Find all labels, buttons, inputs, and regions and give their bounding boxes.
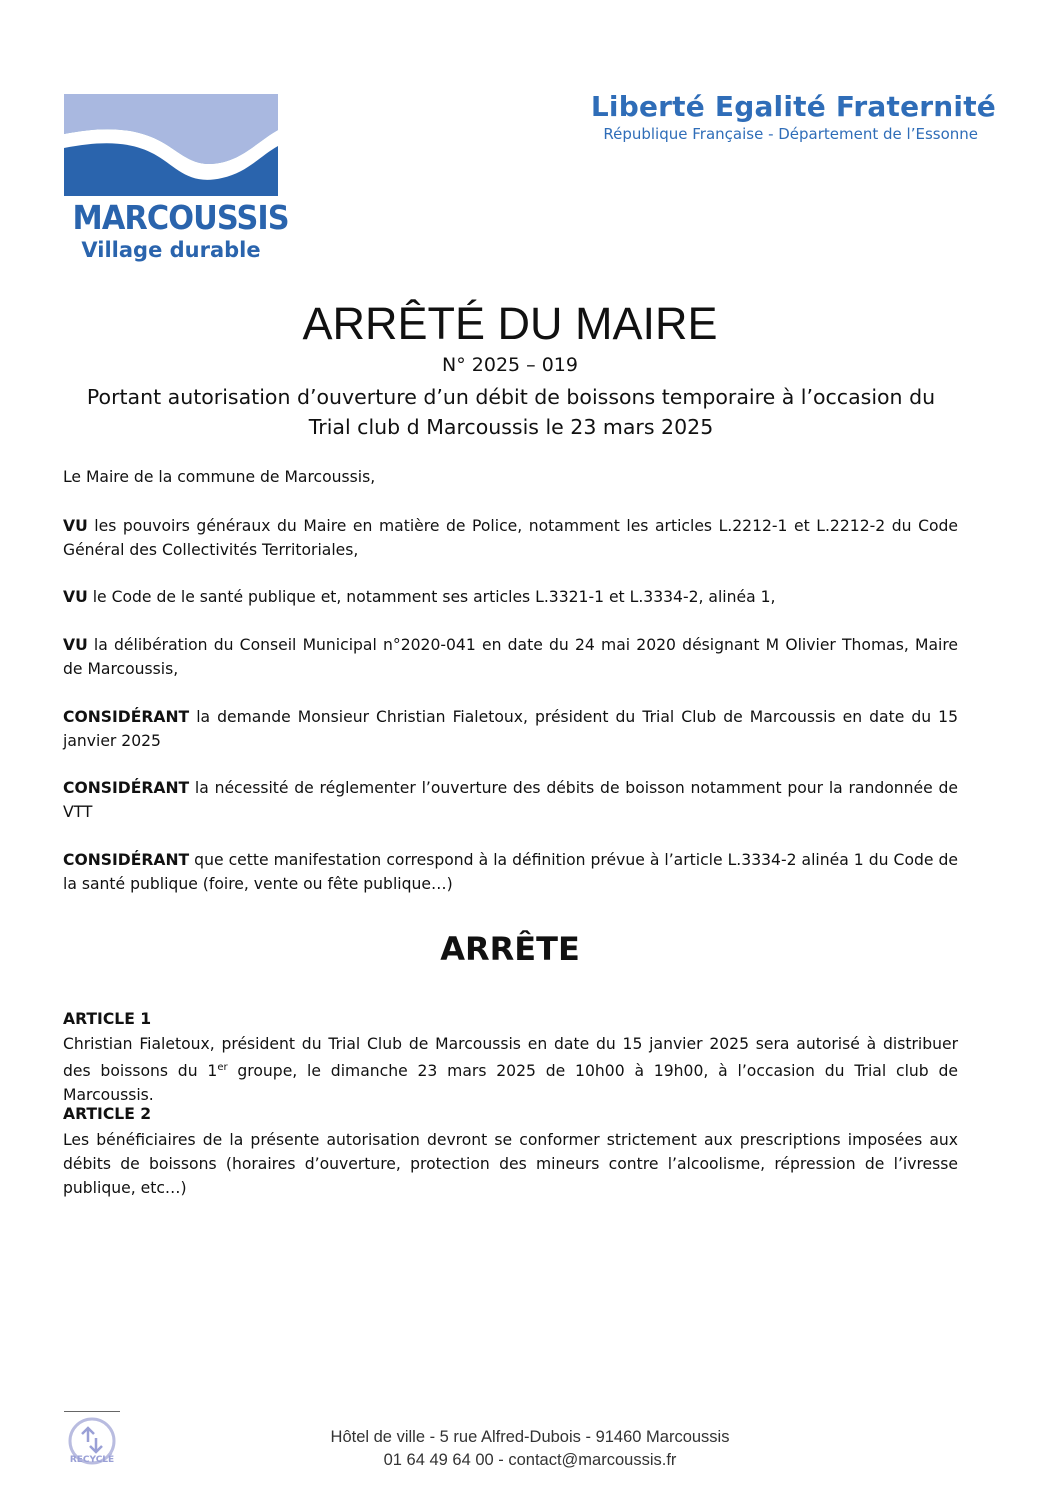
logo-name: MARCOUSSIS (72, 198, 289, 237)
consideration-lead: VU (63, 588, 88, 606)
consideration-text: la nécessité de réglementer l’ouverture des débits de boisson notamment pour la randonnée de VTT (63, 779, 958, 821)
article-text: Les bénéficiaires de la présente autorisation devront se conformer strictement aux prescriptions imposées aux débits de boissons (horaires d’ouverture, protection des mineurs contre l’alcoolisme, répression de l’ivresse publique, etc…) (63, 1131, 958, 1197)
ordinal-superscript: er (217, 1062, 228, 1073)
consideration-text: que cette manifestation correspond à la définition prévue à l’article L.3334-2 alinéa 1 du Code de la santé publique (foire, vente ou fête publique…) (63, 851, 958, 893)
recycled-paper-icon (64, 1416, 120, 1466)
article-text-part: groupe, le dimanche 23 mars 2025 de 10h00 à 19h00, à l’occasion du Trial club de Marcoussis. (63, 1062, 958, 1105)
motto-text: Liberté Egalité Fraternité (590, 90, 996, 123)
consideration-text: les pouvoirs généraux du Maire en matière de Police, notamment les articles L.2212-1 et L.2212-2 du Code Général des Collectivités Territoriales, (63, 517, 958, 559)
motto-subtitle: République Française - Département de l’Essonne (603, 125, 978, 143)
footer-contact: 01 64 49 64 00 - contact@marcoussis.fr (383, 1451, 677, 1469)
consideration-text: le Code de le santé publique et, notamment ses articles L.3321-1 et L.3334-2, alinéa 1, (87, 588, 776, 606)
decree-subject: Portant autorisation d’ouverture d’un débit de boissons temporaire à l’occasion du Trial club d Marcoussis le 23 mars 2025 (86, 385, 936, 439)
article-title: ARTICLE 1 (63, 1010, 152, 1028)
consideration-item (63, 848, 958, 896)
consideration-item (63, 776, 958, 824)
page-title: ARRÊTÉ DU MAIRE (302, 298, 718, 349)
consideration-text: la délibération du Conseil Municipal n°2020-041 en date du 24 mai 2020 désignant M Olivier Thomas, Maire de Marcoussis, (63, 636, 958, 678)
consideration-lead: VU (63, 636, 88, 654)
consideration-lead: CONSIDÉRANT (63, 779, 190, 797)
marcoussis-logo (64, 94, 289, 269)
consideration-lead: CONSIDÉRANT (63, 851, 190, 869)
consideration-text: la demande Monsieur Christian Fialetoux, président du Trial Club de Marcoussis en date du 15 janvier 2025 (63, 708, 958, 750)
consideration-lead: VU (63, 517, 88, 535)
article-text (63, 1032, 958, 1107)
footer-address: Hôtel de ville - 5 rue Alfred-Dubois - 91460 Marcoussis (330, 1428, 730, 1446)
republic-motto (526, 90, 996, 143)
footer (250, 1426, 810, 1472)
article-title: ARTICLE 2 (63, 1105, 152, 1123)
footer-divider (64, 1411, 120, 1412)
intro-paragraph: Le Maire de la commune de Marcoussis, (63, 468, 376, 486)
consideration-item (63, 585, 958, 609)
article-text-part: Christian Fialetoux, président du Trial Club de Marcoussis en date du 15 janvier 2025 sera autorisé à distribuer des boissons du 1 (63, 1035, 958, 1081)
consideration-item (63, 705, 958, 753)
logo-wave-icon (64, 94, 278, 196)
decree-number: N° 2025 – 019 (442, 354, 578, 376)
decision-heading: ARRÊTE (440, 930, 580, 968)
recycle-label: RECYCLÉ (69, 1455, 115, 1465)
consideration-item (63, 633, 958, 681)
consideration-item (63, 514, 958, 562)
logo-tagline: Village durable (81, 238, 261, 262)
consideration-lead: CONSIDÉRANT (63, 708, 190, 726)
